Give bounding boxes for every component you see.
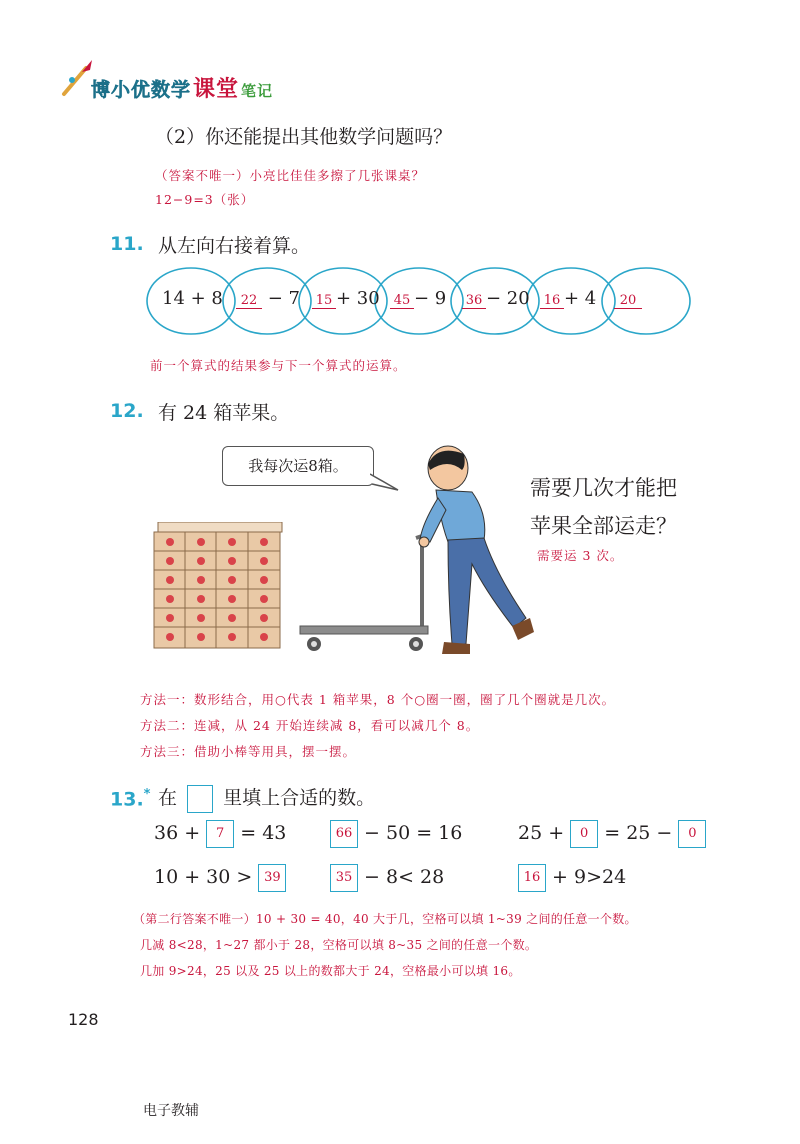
header-title-part1: 博小优数学 — [91, 79, 192, 101]
speech-bubble: 我每次运8箱。 — [222, 446, 374, 486]
q13-box-39[interactable]: 39 — [258, 864, 286, 892]
q13-box-35[interactable]: 35 — [330, 864, 358, 892]
q13-row2-eq3: 16 + 9>24 — [518, 864, 626, 892]
q13-note-2: 几减 8<28，1~27 都小于 28，空格可以填 8~35 之间的任意一个数。 — [140, 938, 538, 952]
chain-expr-1: 14 + 8 — [162, 288, 223, 309]
q12-method-2: 方法二：连减，从 24 开始连续减 8，看可以减几个 8。 — [140, 718, 480, 733]
q13-row1-eq2: 66 − 50 = 16 — [330, 820, 462, 848]
brush-icon — [60, 58, 94, 98]
chain-expr-6: 16 + 4 — [540, 288, 596, 309]
chain-expr-5: 36 − 20 — [462, 288, 530, 309]
q13-box-0b[interactable]: 0 — [678, 820, 706, 848]
q13-box-0a[interactable]: 0 — [570, 820, 598, 848]
boy-pushing-cart-illustration — [408, 444, 538, 660]
header-title-part2: 课堂 — [193, 77, 240, 102]
q2-answer-line2: 12−9=3（张） — [155, 192, 255, 207]
q12-method-1: 方法一：数形结合，用○代表 1 箱苹果，8 个○圈一圈，圈了几个圈就是几次。 — [140, 692, 616, 707]
q12-text: 有 24 箱苹果。 — [158, 402, 290, 424]
chain-blank-4[interactable]: 36 — [462, 293, 486, 309]
chain-expr-2: 22 − 7 — [236, 288, 300, 309]
chain-blank-2[interactable]: 15 — [312, 293, 336, 309]
q13-box-66[interactable]: 66 — [330, 820, 358, 848]
crate-grid — [154, 532, 280, 648]
q13-number: 13.* — [110, 787, 151, 811]
q12-question-line2: 苹果全部运走？ — [530, 514, 677, 538]
q11-number: 11. — [110, 233, 144, 255]
q13-row2-eq2: 35 − 8< 28 — [330, 864, 444, 892]
q13-box-7[interactable]: 7 — [206, 820, 234, 848]
header-logo — [60, 58, 94, 98]
speech-bubble-tail — [370, 470, 400, 492]
q13-box-16[interactable]: 16 — [518, 864, 546, 892]
chain-expr-7 — [614, 288, 642, 309]
q2-text: （2）你还能提出其他数学问题吗？ — [155, 126, 453, 148]
header-title — [90, 72, 274, 103]
q11-text: 从左向右接着算。 — [158, 235, 311, 257]
q12-method-3: 方法三：借助小棒等用具，摆一摆。 — [140, 744, 357, 759]
page-number: 128 — [68, 1010, 99, 1029]
q13-row1-eq1: 36 + 7 = 43 — [154, 820, 286, 848]
q13-sample-box — [187, 785, 213, 813]
q13-row1-eq3: 25 + 0 = 25 − 0 — [518, 820, 706, 848]
chain-blank-1[interactable]: 22 — [236, 293, 262, 309]
q11-note: 前一个算式的结果参与下一个算式的运算。 — [150, 358, 407, 373]
apple-crates-illustration — [150, 522, 285, 650]
q12-question-line1: 需要几次才能把 — [530, 476, 677, 500]
footer-label: 电子教辅 — [143, 1103, 199, 1119]
q11-chain — [146, 266, 691, 336]
q13-star: * — [143, 787, 151, 802]
q12-answer: 需要运 3 次。 — [537, 548, 624, 563]
q2-answer-line1: （答案不唯一）小亮比佳佳多擦了几张课桌？ — [155, 168, 426, 183]
q12-number: 12. — [110, 400, 144, 422]
chain-expr-3: 15 + 30 — [312, 288, 380, 309]
chain-blank-3[interactable]: 45 — [390, 293, 414, 309]
q13-row2-eq1: 10 + 30 > 39 — [154, 864, 286, 892]
header-title-part3: 笔记 — [241, 82, 274, 100]
q13-text: 在 里填上合适的数。 — [158, 783, 375, 813]
chain-blank-5[interactable]: 16 — [540, 293, 564, 309]
chain-expr-4: 45 − 9 — [390, 288, 446, 309]
chain-blank-6[interactable]: 20 — [614, 293, 642, 309]
q13-note-1: （第二行答案不唯一）10 + 30 = 40，40 大于几，空格可以填 1~39 之间的任意一个数。 — [133, 912, 637, 926]
q13-note-3: 几加 9>24，25 以及 25 以上的数都大于 24，空格最小可以填 16。 — [140, 964, 521, 978]
